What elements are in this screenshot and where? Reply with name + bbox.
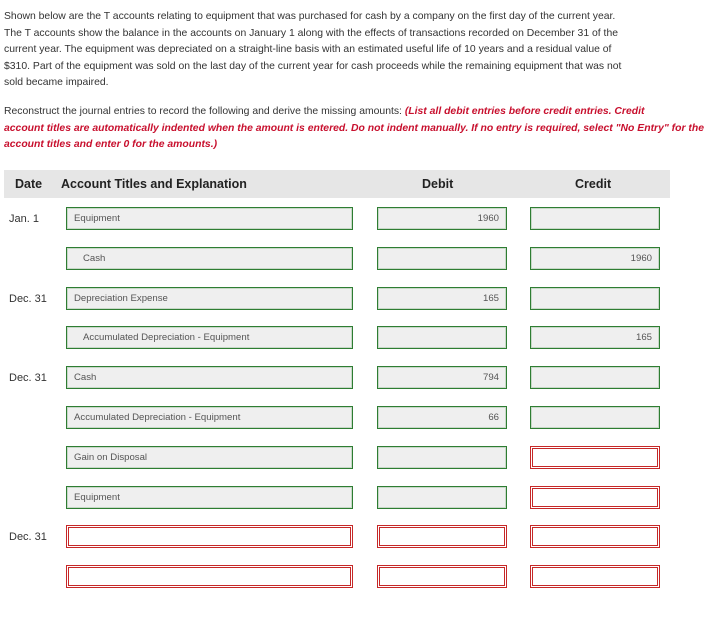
- debit-amount-field[interactable]: 794: [377, 366, 507, 389]
- instruction-line: [4, 104, 704, 121]
- account-title-field[interactable]: [66, 565, 353, 588]
- intro-line: $310. Part of the equipment was sold on the last day of the current year for cash proceeds while the remaining equipment that was not: [4, 60, 622, 72]
- debit-amount-field[interactable]: [377, 446, 507, 469]
- debit-amount-field[interactable]: 1960: [377, 207, 507, 230]
- intro-line: The T accounts show the balance in the accounts on January 1 along with the effects of transactions recorded on December 31 of the: [4, 27, 619, 39]
- credit-amount-field[interactable]: [530, 287, 660, 310]
- debit-amount-field[interactable]: 66: [377, 406, 507, 429]
- credit-amount-field[interactable]: 1960: [530, 247, 660, 270]
- credit-amount-field[interactable]: [530, 406, 660, 429]
- account-title-field[interactable]: [66, 525, 353, 548]
- credit-amount-field[interactable]: [530, 486, 660, 509]
- table-header: [4, 170, 670, 198]
- instruction-note: account titles are automatically indented when the amount is entered. Do not indent manually. If no entry is required, select "No Entry" for the: [4, 122, 704, 134]
- credit-amount-field[interactable]: [530, 525, 660, 548]
- account-title-field[interactable]: Depreciation Expense: [66, 287, 353, 310]
- credit-amount-field[interactable]: [530, 366, 660, 389]
- credit-amount-field[interactable]: [530, 565, 660, 588]
- credit-amount-field[interactable]: [530, 207, 660, 230]
- intro-line: current year. The equipment was depreciated on a straight-line basis with an estimated useful life of 10 years and a residual value of: [4, 44, 612, 56]
- account-title-field[interactable]: Cash: [66, 247, 353, 270]
- debit-amount-field[interactable]: [377, 525, 507, 548]
- instructions: [4, 104, 704, 154]
- credit-amount-field[interactable]: [530, 446, 660, 469]
- header-date: Date: [15, 177, 43, 191]
- intro-line: sold became impaired.: [4, 77, 109, 89]
- account-title-field[interactable]: Accumulated Depreciation - Equipment: [66, 326, 353, 349]
- account-title-field[interactable]: Gain on Disposal: [66, 446, 353, 469]
- debit-amount-field[interactable]: [377, 326, 507, 349]
- instruction-lead: Reconstruct the journal entries to record the following and derive the missing amounts:: [4, 106, 405, 117]
- debit-amount-field[interactable]: [377, 486, 507, 509]
- instruction-note: account titles and enter 0 for the amounts.): [4, 139, 218, 151]
- problem-description: [4, 9, 704, 92]
- credit-amount-field[interactable]: 165: [530, 326, 660, 349]
- intro-line: Shown below are the T accounts relating to equipment that was purchased for cash by a company on the first day of the current year.: [4, 11, 616, 22]
- debit-amount-field[interactable]: [377, 247, 507, 270]
- instruction-note: (List all debit entries before credit entries. Credit: [404, 106, 645, 117]
- header-debit: Debit: [422, 177, 454, 191]
- account-title-field[interactable]: Equipment: [66, 207, 353, 230]
- header-credit: Credit: [575, 177, 612, 191]
- header-account: Account Titles and Explanation: [61, 177, 247, 191]
- debit-amount-field[interactable]: [377, 565, 507, 588]
- debit-amount-field[interactable]: 165: [377, 287, 507, 310]
- account-title-field[interactable]: Equipment: [66, 486, 353, 509]
- account-title-field[interactable]: Accumulated Depreciation - Equipment: [66, 406, 353, 429]
- account-title-field[interactable]: Cash: [66, 366, 353, 389]
- entry-date: Dec. 31: [9, 372, 47, 384]
- entry-date: Jan. 1: [9, 213, 39, 225]
- entry-date: Dec. 31: [9, 531, 47, 543]
- entry-date: Dec. 31: [9, 293, 47, 305]
